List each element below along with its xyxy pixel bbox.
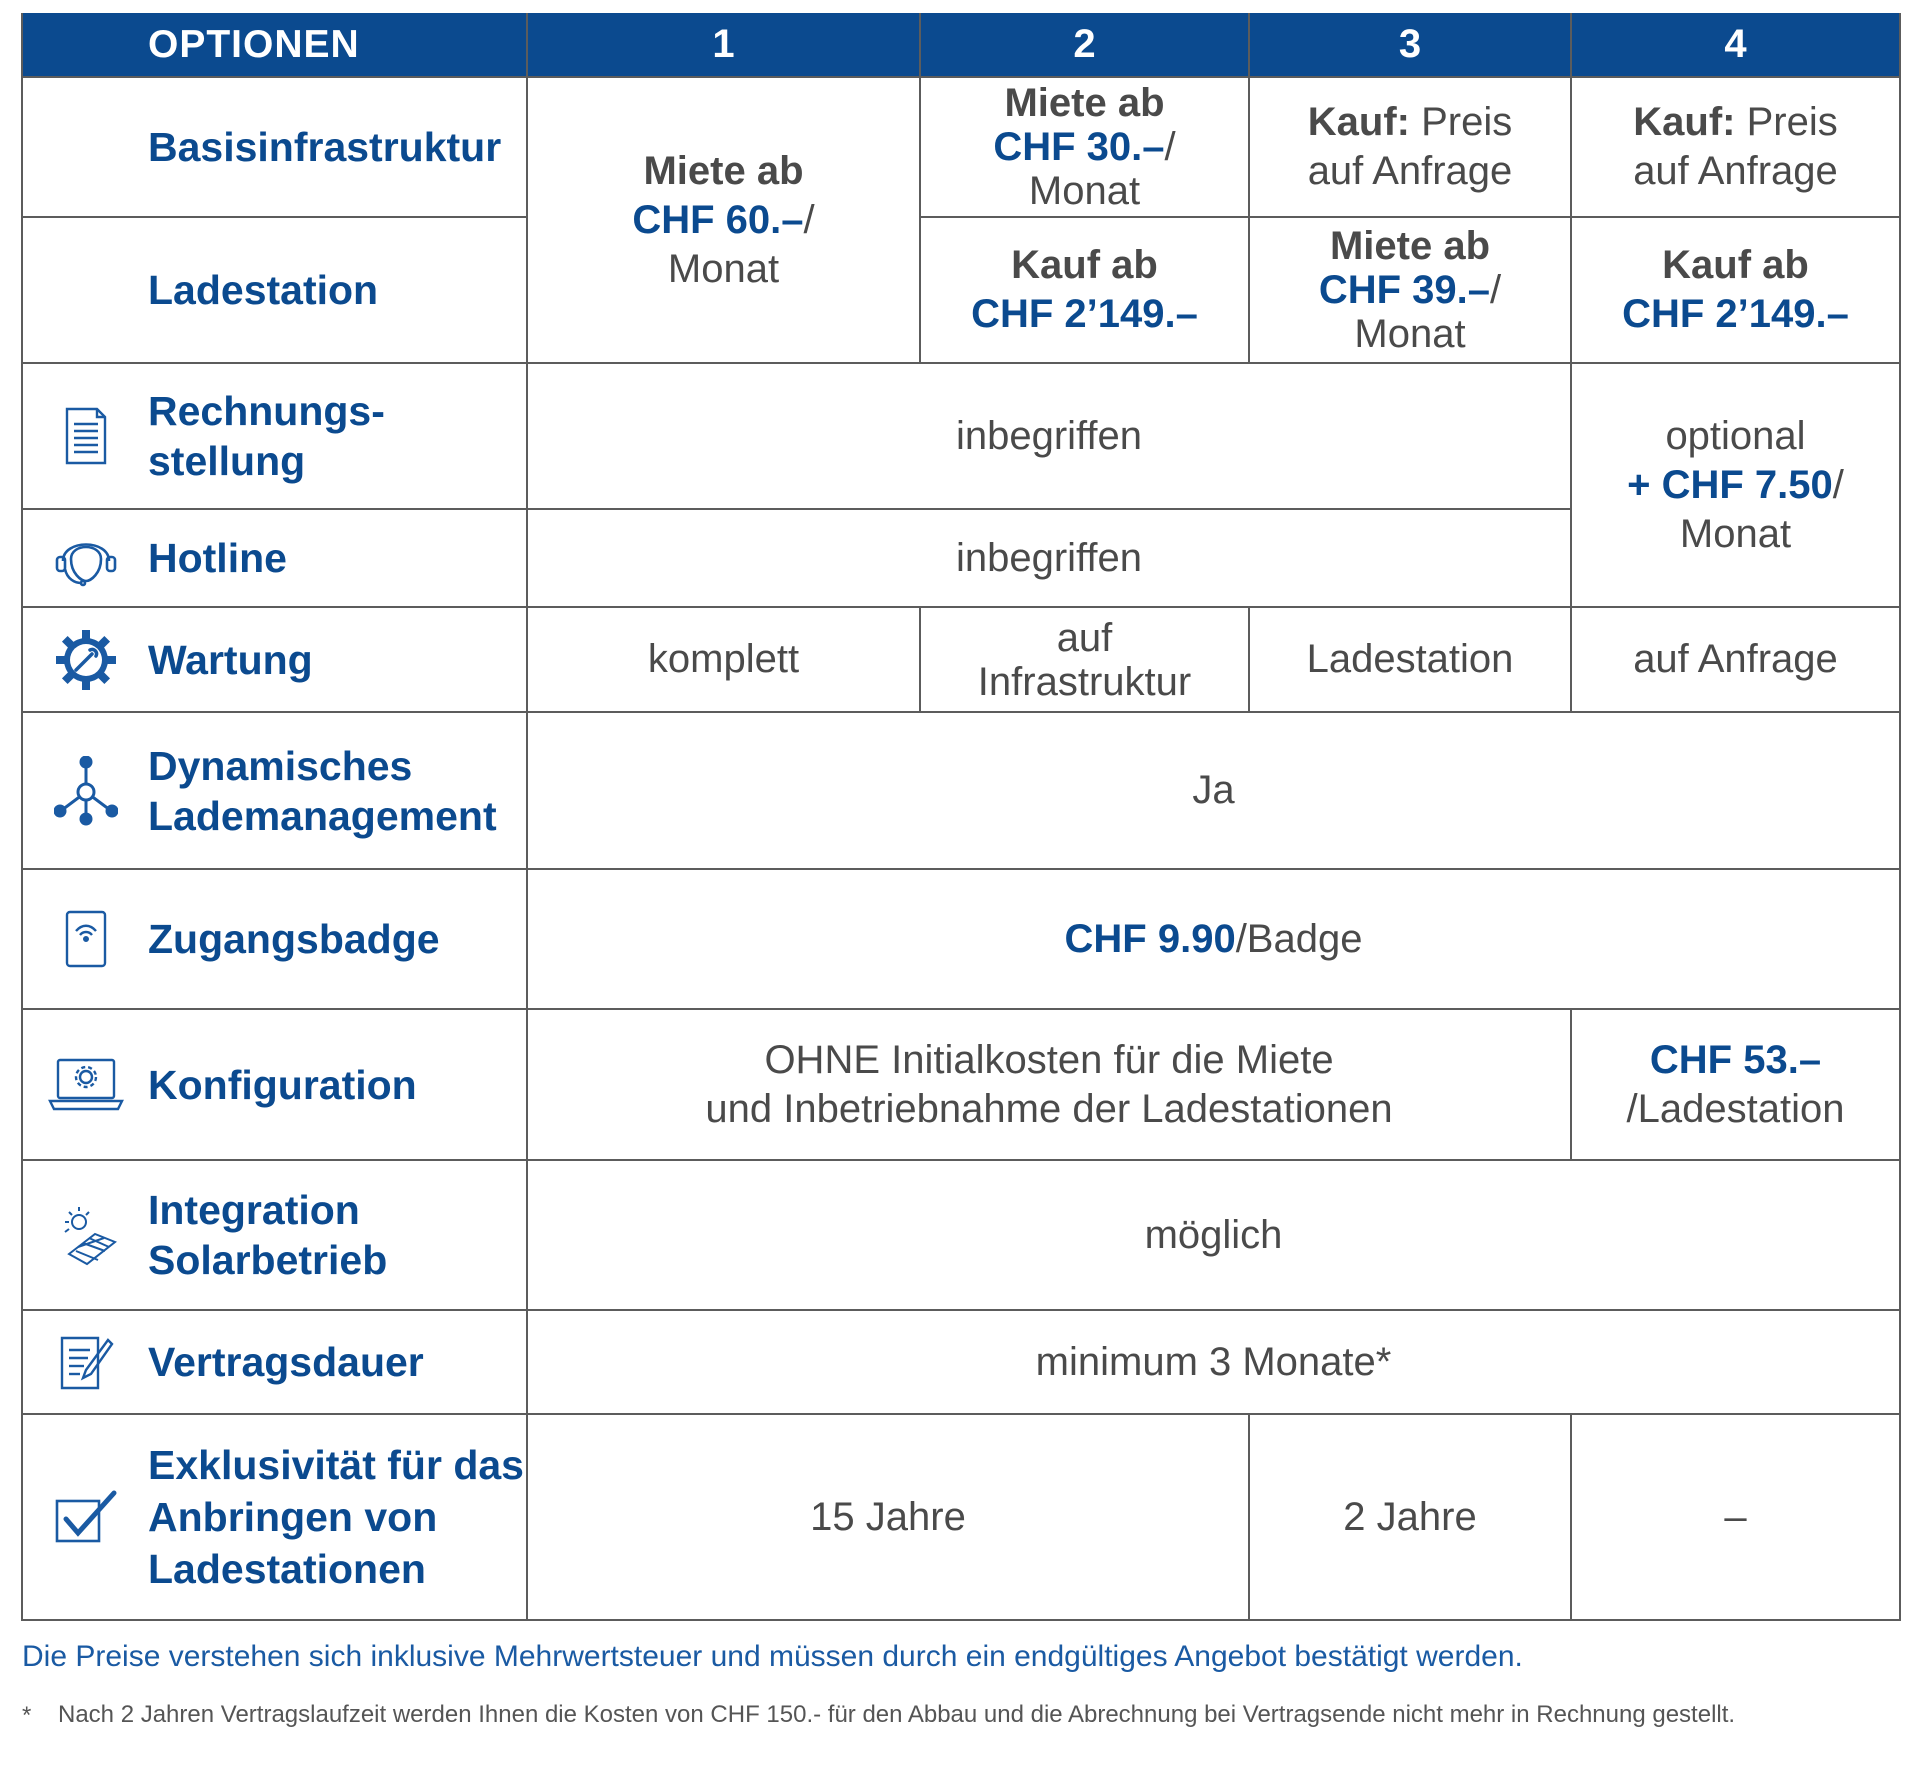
buy-rest: Preis bbox=[1735, 100, 1838, 144]
konfig-line1: OHNE Initialkosten für die Miete bbox=[764, 1037, 1334, 1082]
row-label-exkl-2: Anbringen von bbox=[148, 1494, 438, 1540]
row-label-basisinfrastruktur: Basisinfrastruktur bbox=[148, 124, 502, 170]
badge-unit: /Badge bbox=[1235, 916, 1363, 961]
row-rechnungsstellung bbox=[22, 363, 1900, 509]
optional-price: + CHF 7.50 bbox=[1627, 462, 1833, 507]
station-price: CHF 2’149.– bbox=[1622, 292, 1849, 336]
buy-on-request: auf Anfrage bbox=[1307, 149, 1513, 193]
cell-wartung-3: Ladestation bbox=[1249, 607, 1571, 712]
station-prefix: Kauf ab bbox=[1662, 243, 1809, 287]
row-lademanagement bbox=[22, 712, 1900, 869]
cell-option3-basis bbox=[1249, 77, 1571, 217]
rent-prefix: Miete ab bbox=[643, 148, 804, 193]
row-basisinfrastruktur bbox=[22, 77, 1900, 217]
station-prefix: Kauf ab bbox=[1011, 243, 1158, 287]
cell-wartung-4: auf Anfrage bbox=[1571, 607, 1900, 712]
konfig-unit: /Ladestation bbox=[1626, 1086, 1845, 1131]
konfig-price: CHF 53.– bbox=[1649, 1037, 1822, 1082]
row-label-exkl-3: Ladestationen bbox=[148, 1546, 426, 1592]
basis-price: CHF 30.– bbox=[993, 125, 1165, 169]
network-icon bbox=[23, 756, 148, 826]
row-label-solar-2: Solarbetrieb bbox=[148, 1237, 388, 1283]
cell-option4-station bbox=[1571, 217, 1900, 363]
row-label-rechnung-1: Rechnungs- bbox=[148, 388, 385, 434]
price-note: Die Preise verstehen sich inklusive Mehrwertsteuer und müssen durch ein endgültiges Angebot bestätigt werden. bbox=[22, 1640, 1523, 1673]
headset-icon bbox=[23, 529, 148, 587]
options-header: OPTIONEN bbox=[22, 13, 527, 77]
cell-option1-rent bbox=[527, 77, 920, 363]
wartung-2-line1: auf bbox=[1056, 615, 1113, 660]
cell-rechnung-included: inbegriffen bbox=[527, 363, 1571, 509]
basis-prefix: Miete ab bbox=[1004, 81, 1165, 125]
station-unit: Monat bbox=[1354, 312, 1466, 356]
invoice-icon bbox=[23, 407, 148, 465]
buy-prefix: Kauf: bbox=[1633, 100, 1736, 144]
cell-lademanagement-all: Ja bbox=[527, 712, 1900, 869]
header-row bbox=[22, 13, 1900, 77]
footnote-marker: * bbox=[22, 1702, 32, 1729]
cell-exkl-3: 2 Jahre bbox=[1249, 1414, 1571, 1620]
row-label-konfiguration: Konfiguration bbox=[148, 1061, 417, 1108]
gear-wrench-icon bbox=[23, 628, 148, 692]
cell-exkl-1-2: 15 Jahre bbox=[527, 1414, 1249, 1620]
optional-label: optional bbox=[1665, 413, 1806, 458]
contract-icon bbox=[23, 1332, 148, 1392]
cell-hotline-included: inbegriffen bbox=[527, 509, 1571, 607]
row-solar bbox=[22, 1160, 1900, 1310]
cell-option2-basis bbox=[920, 77, 1249, 217]
cell-badge-all bbox=[527, 869, 1900, 1009]
cell-wartung-1: komplett bbox=[527, 607, 920, 712]
row-ladestation bbox=[22, 217, 1900, 363]
row-label-rechnung-2: stellung bbox=[148, 438, 306, 484]
row-label-ladestation: Ladestation bbox=[148, 267, 379, 313]
solar-panel-icon bbox=[23, 1204, 148, 1266]
row-label-lademgmt-1: Dynamisches bbox=[148, 742, 413, 789]
rent-price: CHF 60.– bbox=[632, 197, 804, 242]
cell-vertrag-all: minimum 3 Monate* bbox=[527, 1310, 1900, 1414]
badge-icon bbox=[23, 909, 148, 969]
badge-price: CHF 9.90 bbox=[1064, 916, 1236, 961]
laptop-gear-icon bbox=[23, 1057, 148, 1113]
column-header-1: 1 bbox=[527, 13, 920, 77]
wartung-2-line2: Infrastruktur bbox=[977, 659, 1192, 704]
column-header-2: 2 bbox=[920, 13, 1249, 77]
konfig-line2: und Inbetriebnahme der Ladestationen bbox=[705, 1086, 1393, 1131]
buy-on-request: auf Anfrage bbox=[1633, 149, 1838, 193]
column-header-3: 3 bbox=[1249, 13, 1571, 77]
cell-solar-all: möglich bbox=[527, 1160, 1900, 1310]
optional-unit: Monat bbox=[1679, 511, 1792, 556]
row-wartung bbox=[22, 607, 1900, 712]
cell-option2-station bbox=[920, 217, 1249, 363]
station-price: CHF 2’149.– bbox=[971, 292, 1198, 336]
row-label-vertragsdauer: Vertragsdauer bbox=[148, 1339, 424, 1385]
basis-unit: Monat bbox=[1028, 169, 1141, 213]
cell-option4-basis bbox=[1571, 77, 1900, 217]
cell-exkl-4: – bbox=[1571, 1414, 1900, 1620]
cell-option3-station bbox=[1249, 217, 1571, 363]
slash: / bbox=[1832, 462, 1844, 507]
row-label-lademgmt-2: Lademanagement bbox=[148, 792, 497, 839]
cell-wartung-2 bbox=[920, 607, 1249, 712]
row-label-solar-1: Integration bbox=[148, 1187, 360, 1233]
footnote-text: Nach 2 Jahren Vertragslaufzeit werden Ihnen die Kosten von CHF 150.- für den Abbau und die Abrechnung bei Vertragsende nicht mehr in Rechnung gestellt. bbox=[58, 1701, 1736, 1728]
row-label-zugangsbadge: Zugangsbadge bbox=[148, 916, 440, 962]
row-konfiguration bbox=[22, 1009, 1900, 1160]
row-label-hotline: Hotline bbox=[148, 535, 287, 581]
cell-option4-optional bbox=[1571, 363, 1900, 607]
buy-rest: Preis bbox=[1409, 100, 1513, 144]
slash: / bbox=[803, 197, 815, 242]
row-vertragsdauer bbox=[22, 1310, 1900, 1414]
checkbox-icon bbox=[23, 1489, 148, 1545]
cell-konfig-1-3 bbox=[527, 1009, 1571, 1160]
station-prefix: Miete ab bbox=[1329, 224, 1491, 268]
buy-prefix: Kauf: bbox=[1307, 100, 1410, 144]
column-header-4: 4 bbox=[1571, 13, 1900, 77]
row-label-wartung: Wartung bbox=[148, 636, 313, 683]
options-table bbox=[21, 13, 1901, 1621]
row-zugangsbadge bbox=[22, 869, 1900, 1009]
row-exklusivitaet bbox=[22, 1414, 1900, 1620]
row-label-exkl-1: Exklusivität für das bbox=[148, 1442, 524, 1488]
cell-konfig-4 bbox=[1571, 1009, 1900, 1160]
station-price: CHF 39.– bbox=[1318, 268, 1491, 312]
slash: / bbox=[1490, 268, 1502, 312]
slash: / bbox=[1164, 125, 1176, 169]
rent-unit: Monat bbox=[667, 246, 780, 291]
